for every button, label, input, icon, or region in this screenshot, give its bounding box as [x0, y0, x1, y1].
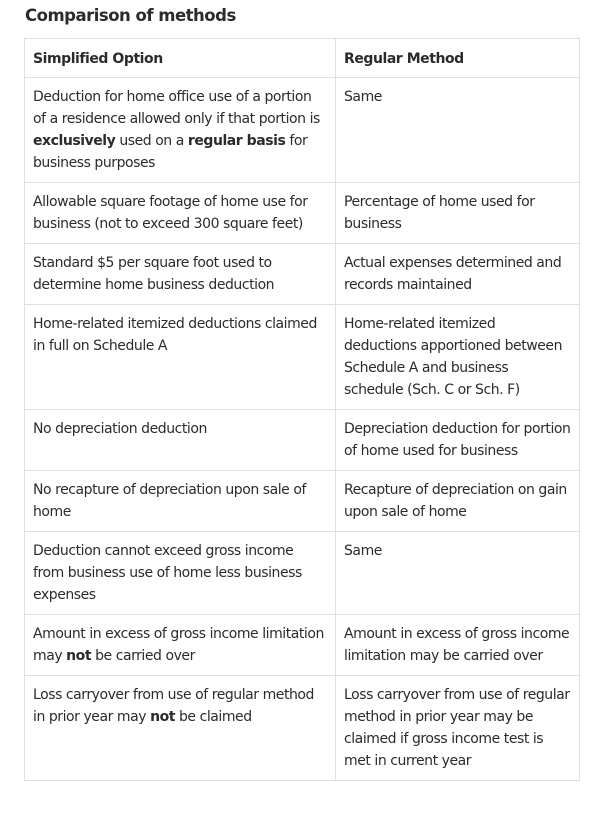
- comparison-table: [24, 38, 580, 781]
- header-row: [25, 39, 580, 78]
- table-row: [25, 244, 580, 305]
- simplified-cell: [25, 78, 336, 183]
- column-header-regular: Regular Method: [336, 39, 580, 78]
- cell-text: for business purposes: [33, 133, 308, 171]
- table-row: [25, 615, 580, 676]
- regular-cell: Percentage of home used for business: [336, 183, 580, 244]
- table-row: [25, 471, 580, 532]
- cell-text: be claimed: [175, 709, 252, 725]
- cell-emphasis: not: [66, 648, 92, 664]
- simplified-cell: [25, 676, 336, 781]
- simplified-cell: Standard $5 per square foot used to determine home business deduction: [25, 244, 336, 305]
- cell-text: Deduction for home office use of a portion of a residence allowed only if that portion is: [33, 89, 320, 127]
- regular-cell: Same: [336, 532, 580, 615]
- table-row: [25, 410, 580, 471]
- regular-cell: Same: [336, 78, 580, 183]
- cell-emphasis: not: [150, 709, 175, 725]
- regular-cell: Actual expenses determined and records maintained: [336, 244, 580, 305]
- cell-emphasis: exclusively: [33, 133, 116, 149]
- simplified-cell: Allowable square footage of home use for business (not to exceed 300 square feet): [25, 183, 336, 244]
- table-row: [25, 676, 580, 781]
- simplified-cell: [25, 615, 336, 676]
- simplified-cell: No recapture of depreciation upon sale of home: [25, 471, 336, 532]
- regular-cell: Recapture of depreciation on gain upon sale of home: [336, 471, 580, 532]
- cell-text: Amount in excess of gross income limitation may: [33, 626, 324, 664]
- cell-text: Loss carryover from use of regular method in prior year may: [33, 687, 314, 725]
- column-header-simplified: Simplified Option: [25, 39, 336, 78]
- cell-text: used on a: [115, 133, 188, 149]
- simplified-cell: No depreciation deduction: [25, 410, 336, 471]
- simplified-cell: Home-related itemized deductions claimed in full on Schedule A: [25, 305, 336, 410]
- cell-text: be carried over: [91, 648, 195, 664]
- regular-cell: Home-related itemized deductions apportioned between Schedule A and business schedule (Sch. C or Sch. F): [336, 305, 580, 410]
- table-row: [25, 78, 580, 183]
- simplified-cell: Deduction cannot exceed gross income from business use of home less business expenses: [25, 532, 336, 615]
- regular-cell: Amount in excess of gross income limitation may be carried over: [336, 615, 580, 676]
- regular-cell: Loss carryover from use of regular method in prior year may be claimed if gross income test is met in current year: [336, 676, 580, 781]
- table-row: [25, 532, 580, 615]
- table-row: [25, 305, 580, 410]
- table-row: [25, 183, 580, 244]
- regular-cell: Depreciation deduction for portion of home used for business: [336, 410, 580, 471]
- page-title: Comparison of methods: [25, 6, 236, 25]
- cell-emphasis: regular basis: [187, 133, 286, 149]
